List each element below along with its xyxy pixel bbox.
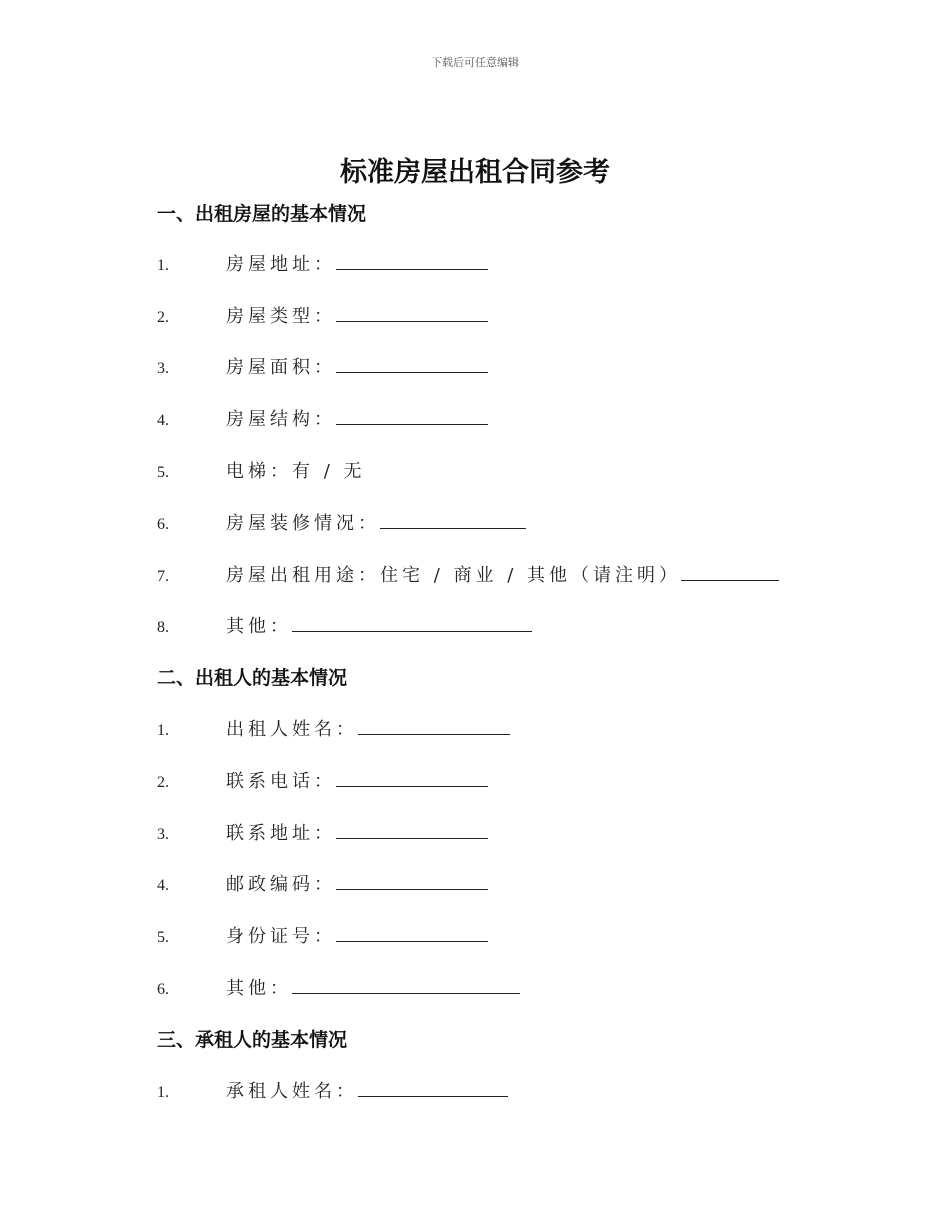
- list-item: [157, 870, 488, 896]
- item-label: 其他：: [226, 978, 292, 999]
- item-label: 房屋装修情况：: [226, 513, 380, 534]
- list-item: [157, 1077, 508, 1103]
- fill-in-blank[interactable]: [336, 923, 488, 942]
- list-item: [157, 767, 488, 793]
- item-number: 3.: [157, 360, 169, 377]
- item-label: 联系地址：: [226, 823, 336, 844]
- item-label: 身份证号：: [226, 926, 336, 947]
- item-number: 6.: [157, 516, 169, 533]
- item-number: 3.: [157, 826, 169, 843]
- list-item: [157, 922, 488, 948]
- item-label: 房屋结构：: [226, 409, 336, 430]
- list-item: [157, 457, 366, 483]
- item-label: 其他：: [226, 616, 292, 637]
- fill-in-blank[interactable]: [681, 562, 779, 581]
- fill-in-blank[interactable]: [336, 406, 488, 425]
- item-number: 4.: [157, 412, 169, 429]
- list-item: [157, 715, 510, 741]
- section-heading-3: 三、承租人的基本情况: [157, 1029, 348, 1051]
- list-item: [157, 302, 488, 328]
- section-heading-2: 二、出租人的基本情况: [157, 667, 348, 689]
- item-number: 2.: [157, 774, 169, 791]
- item-label: 房屋类型：: [226, 306, 336, 327]
- fill-in-blank[interactable]: [292, 613, 532, 632]
- fill-in-blank[interactable]: [292, 975, 520, 994]
- item-label: 邮政编码：: [226, 874, 336, 895]
- fill-in-blank[interactable]: [358, 1078, 508, 1097]
- fill-in-blank[interactable]: [336, 303, 488, 322]
- list-item: [157, 509, 526, 535]
- item-number: 7.: [157, 568, 169, 585]
- section-heading-1: 一、出租房屋的基本情况: [157, 203, 367, 225]
- fill-in-blank[interactable]: [336, 354, 488, 373]
- item-number: 1.: [157, 722, 169, 739]
- fill-in-blank[interactable]: [336, 820, 488, 839]
- fill-in-blank[interactable]: [336, 251, 488, 270]
- item-label: 联系电话：: [226, 771, 336, 792]
- item-label: 出租人姓名：: [226, 719, 358, 740]
- item-number: 5.: [157, 929, 169, 946]
- list-item: [157, 974, 520, 1000]
- document-title: 标准房屋出租合同参考: [340, 157, 610, 188]
- item-label: 承租人姓名：: [226, 1081, 358, 1102]
- item-number: 4.: [157, 877, 169, 894]
- list-item: [157, 561, 779, 587]
- page-header-note: 下载后可任意编辑: [431, 56, 519, 69]
- fill-in-blank[interactable]: [358, 716, 510, 735]
- list-item: [157, 250, 488, 276]
- item-label: 房屋地址：: [226, 254, 336, 275]
- item-number: 5.: [157, 464, 169, 481]
- fill-in-blank[interactable]: [336, 768, 488, 787]
- list-item: [157, 819, 488, 845]
- item-number: 2.: [157, 309, 169, 326]
- list-item: [157, 353, 488, 379]
- list-item: [157, 612, 532, 638]
- item-label: 房屋出租用途：住宅 / 商业 / 其他（请注明）: [226, 565, 682, 586]
- item-number: 1.: [157, 1084, 169, 1101]
- list-item: [157, 405, 488, 431]
- item-label: 房屋面积：: [226, 357, 336, 378]
- fill-in-blank[interactable]: [336, 871, 488, 890]
- item-number: 8.: [157, 619, 169, 636]
- item-label: 电梯：有 / 无: [226, 461, 366, 482]
- fill-in-blank[interactable]: [380, 510, 526, 529]
- item-number: 1.: [157, 257, 169, 274]
- item-number: 6.: [157, 981, 169, 998]
